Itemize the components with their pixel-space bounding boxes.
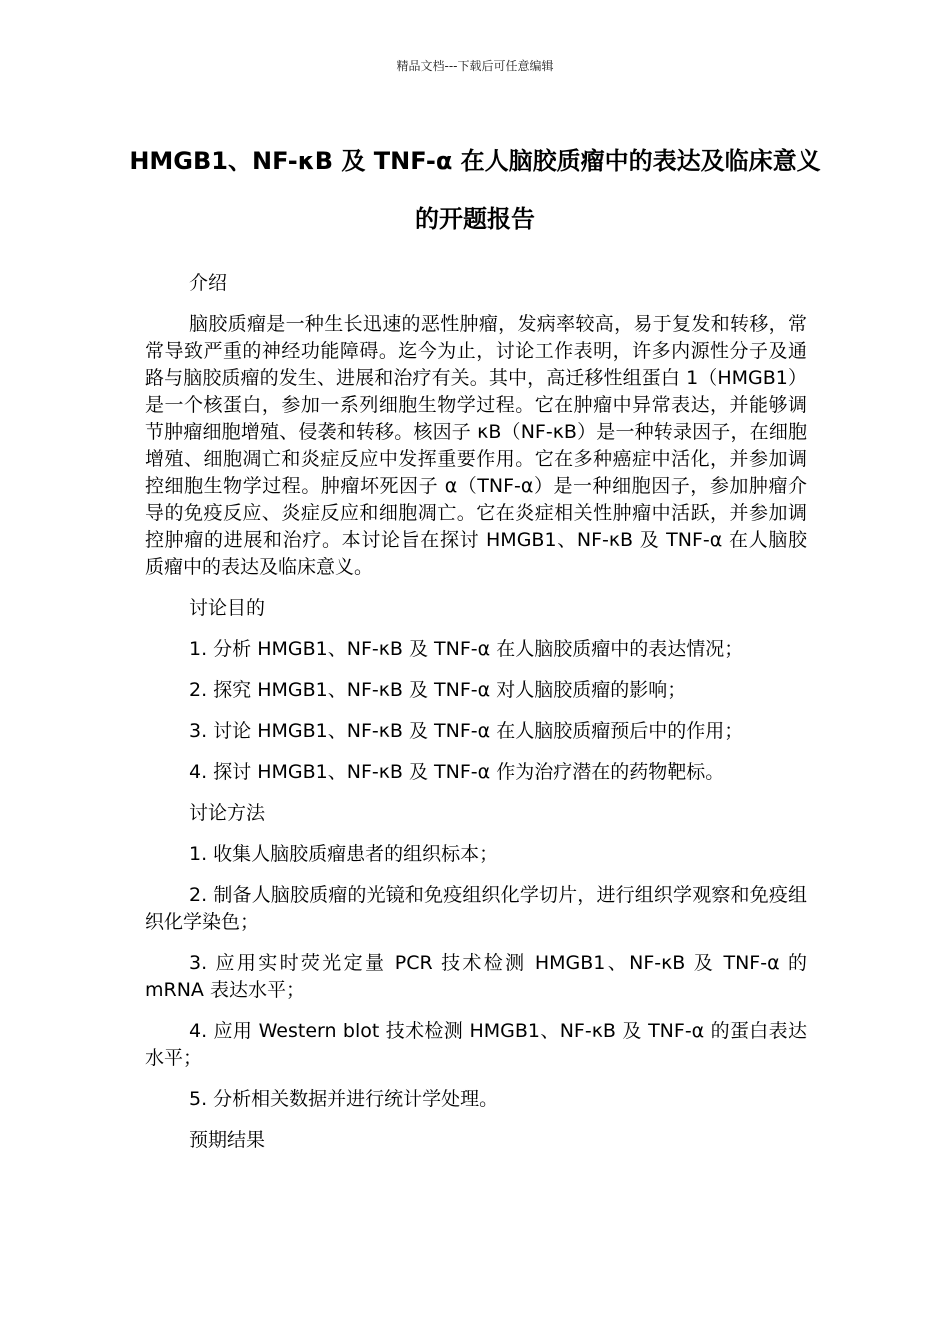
document-body	[145, 270, 807, 1168]
header-note: 精品文档---下载后可任意编辑	[396, 59, 554, 73]
intro-heading: 介绍	[189, 272, 228, 294]
objective-item-1: 1. 分析 HMGB1、NF-κB 及 TNF-α 在人脑胶质瘤中的表达情况；	[189, 638, 744, 660]
method-item-1: 1. 收集人脑胶质瘤患者的组织标本；	[189, 843, 499, 865]
method-item-4: 4. 应用 Western blot 技术检测 HMGB1、NF-κB 及 TNF-α 的蛋白表达水平；	[145, 1020, 807, 1069]
methods-heading: 讨论方法	[189, 802, 266, 824]
method-item-5: 5. 分析相关数据并进行统计学处理。	[189, 1088, 499, 1110]
objective-item-3: 3. 讨论 HMGB1、NF-κB 及 TNF-α 在人脑胶质瘤预后中的作用；	[189, 720, 744, 742]
objective-item-2: 2. 探究 HMGB1、NF-κB 及 TNF-α 对人脑胶质瘤的影响；	[189, 679, 687, 701]
objectives-heading: 讨论目的	[189, 597, 266, 619]
objective-item-4: 4. 探讨 HMGB1、NF-κB 及 TNF-α 作为治疗潜在的药物靶标。	[189, 761, 725, 783]
method-item-2: 2. 制备人脑胶质瘤的光镜和免疫组织化学切片，进行组织学观察和免疫组织化学染色；	[145, 884, 807, 933]
intro-paragraph: 脑胶质瘤是一种生长迅速的恶性肿瘤，发病率较高，易于复发和转移，常常导致严重的神经功能障碍。迄今为止，讨论工作表明，许多内源性分子及通路与脑胶质瘤的发生、进展和治疗有关。其中，高迁移性组蛋白 1（HMGB1）是一个核蛋白，参加一系列细胞生物学过程。它在肿瘤中异常表达，并能够调节肿瘤细胞增殖、侵袭和转移。核因子 κB（NF-κB）是一种转录因子，在细胞增殖、细胞凋亡和炎症反应中发挥重要作用。它在多种癌症中活化，并参加调控细胞生物学过程。肿瘤坏死因子 α（TNF-α）是一种细胞因子，参加肿瘤介导的免疫反应、炎症反应和细胞凋亡。它在炎症相关性肿瘤中活跃，并参加调控肿瘤的进展和治疗。本讨论旨在探讨 HMGB1、NF-κB 及 TNF-α 在人脑胶质瘤中的表达及临床意义。	[145, 313, 807, 578]
document-title: HMGB1、NF-κB 及 TNF-α 在人脑胶质瘤中的表达及临床意义的开题报告	[129, 147, 821, 233]
method-item-3: 3. 应用实时荧光定量 PCR 技术检测 HMGB1、NF-κB 及 TNF-α 的 mRNA 表达水平；	[145, 952, 807, 1001]
expected-results-heading: 预期结果	[189, 1129, 266, 1151]
